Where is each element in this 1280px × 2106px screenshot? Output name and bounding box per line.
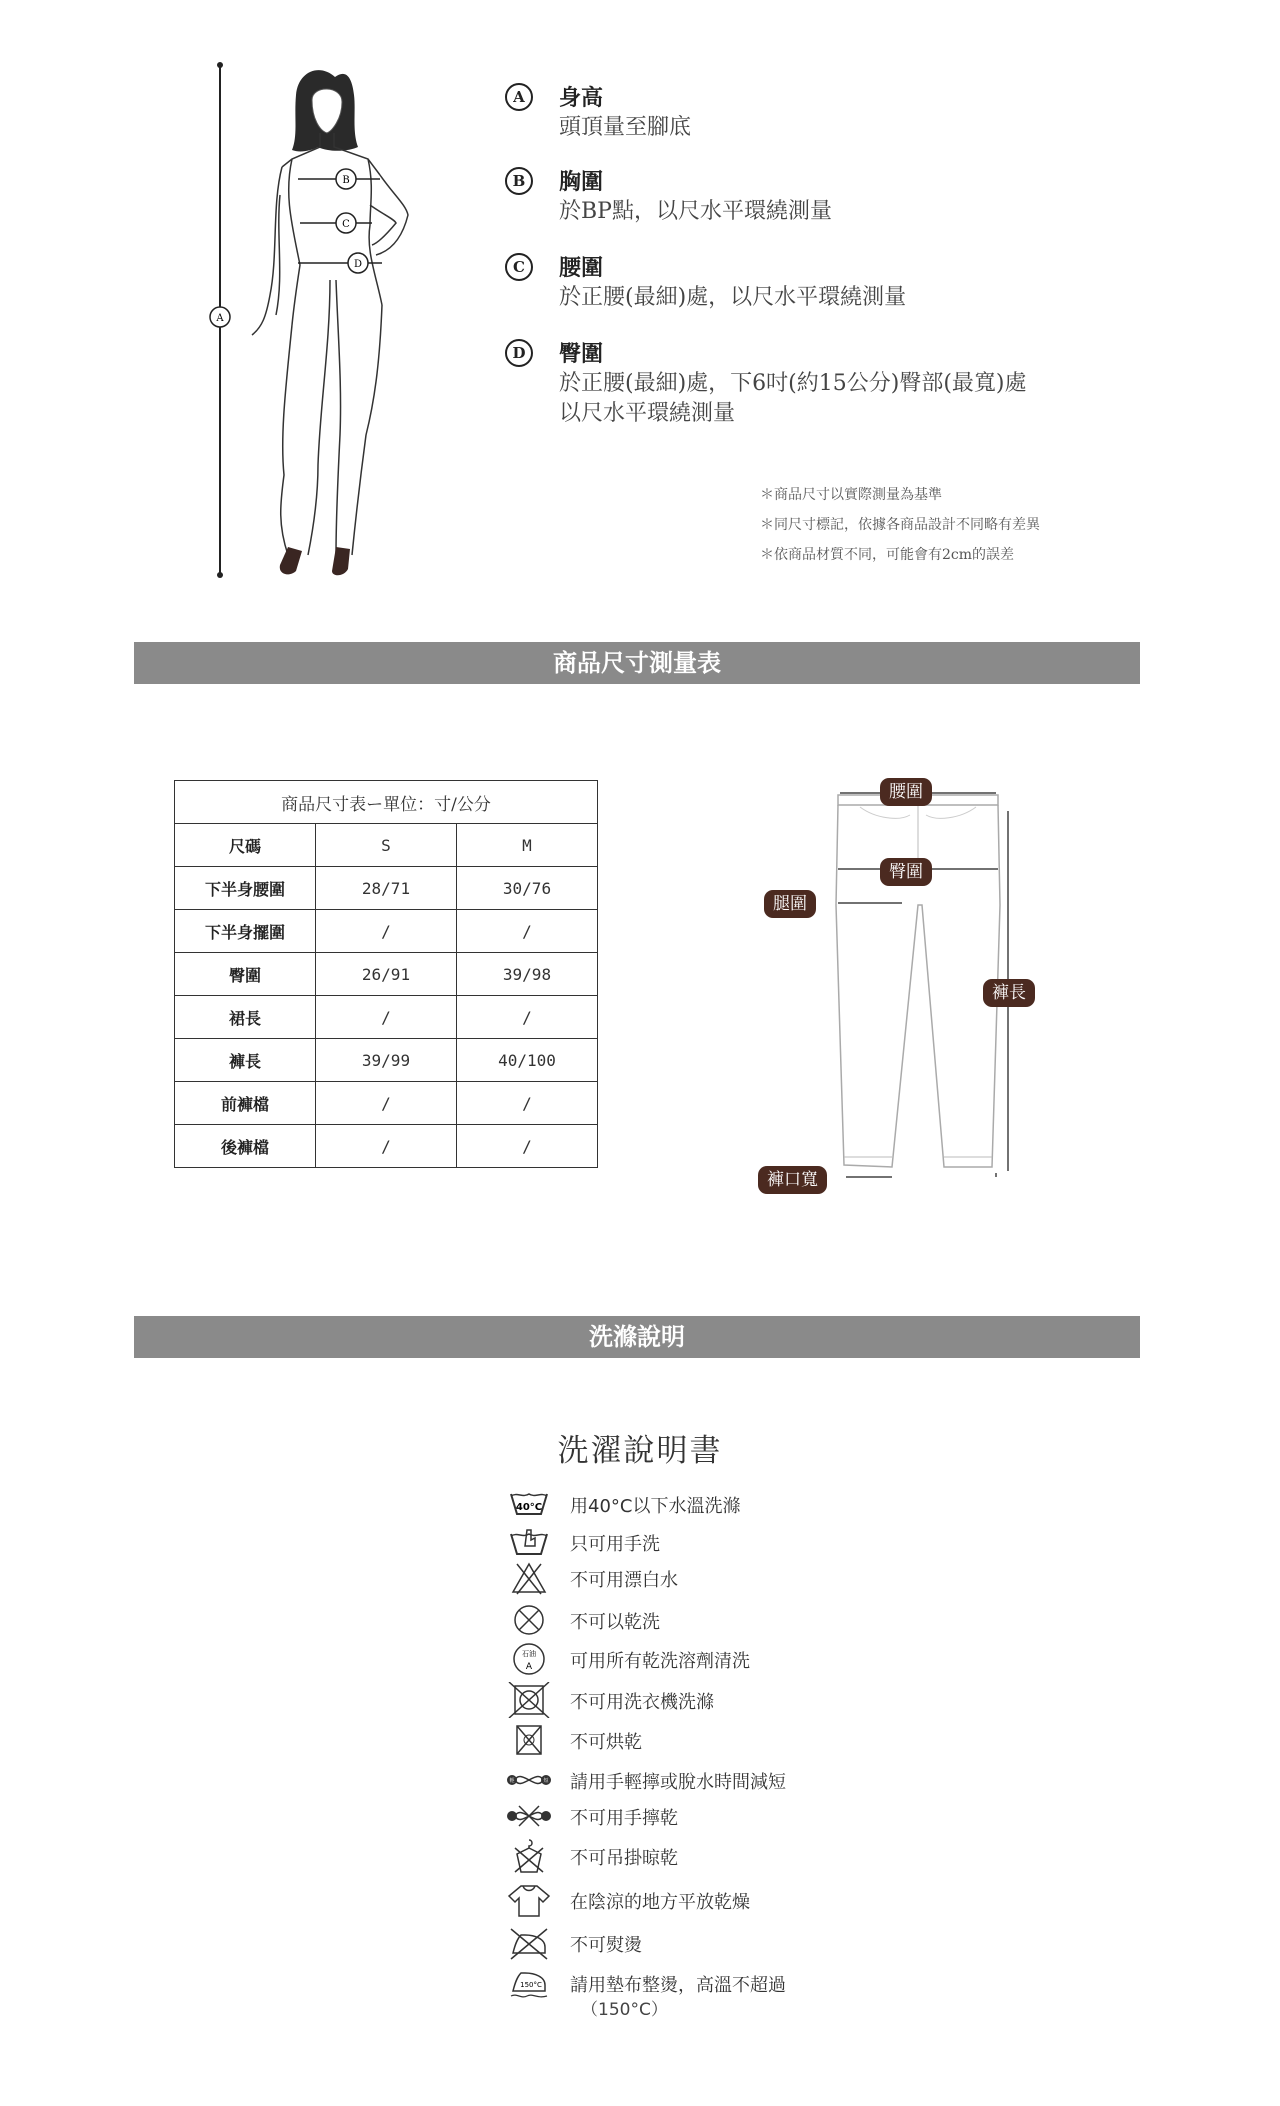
table-row [175,867,598,910]
table-cell: 褲長 [175,1039,316,1082]
no-wring-icon [505,1798,553,1834]
measurement-desc: 頭頂量至腳底 [559,115,692,140]
care-text: 可用所有乾洗溶劑清洗 [570,1651,750,1672]
table-cell: / [457,1082,598,1125]
table-cell: 39/99 [316,1039,457,1082]
wash-40-icon [505,1486,553,1522]
table-header-cell: M [457,824,598,867]
figure-label-b: B [342,175,350,186]
table-cell: / [457,910,598,953]
care-text: 不可用手擰乾 [570,1808,678,1829]
measurement-letter: D [505,339,533,367]
measurement-desc: 於正腰(最細)處，下6吋(約15公分)臀部(最寬)處 [559,371,1027,396]
wash-temp-label: 40°C [515,1502,543,1513]
care-text: 不可吊掛晾乾 [570,1848,678,1869]
body-figure [180,55,520,585]
table-cell: 下半身擺圍 [175,910,316,953]
pants-label-length: 褲長 [983,979,1035,1007]
note: ＊依商品材質不同，可能會有2cm的誤差 [760,547,1015,563]
table-cell: / [316,1082,457,1125]
care-text: 不可用漂白水 [570,1570,678,1591]
measurement-letter: C [505,253,533,281]
pants-label-hem: 褲口寬 [758,1166,827,1194]
table-cell: 裙長 [175,996,316,1039]
figure-label-d: D [353,259,363,270]
care-title: 洗濯說明書 [557,1433,723,1469]
pants-label-hip: 臀圍 [880,858,932,886]
no-tumble-dry-icon [505,1722,553,1758]
table-cell: / [316,996,457,1039]
table-cell: / [457,996,598,1039]
dry-flat-shade-icon [505,1882,553,1918]
measurement-title: 臀圍 [559,341,604,367]
care-text: 不可用洗衣機洗滌 [570,1692,714,1713]
table-cell: 臀圍 [175,953,316,996]
wring-left-label: 輕 [509,1778,515,1784]
table-row [175,996,598,1039]
table-cell: 40/100 [457,1039,598,1082]
measurement-title: 胸圍 [559,169,604,195]
solvent-top-label: 石油 [522,1650,536,1658]
measurement-title: 身高 [559,85,604,111]
table-cell: / [316,1125,457,1168]
table-header-row [175,824,598,867]
table-row [175,1082,598,1125]
care-text: 在陰涼的地方平放乾燥 [570,1892,750,1913]
table-cell: 30/76 [457,867,598,910]
section-header-size-chart: 商品尺寸測量表 [134,642,1140,684]
measurement-title: 腰圍 [559,255,604,281]
no-hang-dry-icon [505,1838,553,1874]
no-dry-clean-icon [505,1602,553,1638]
dry-clean-solvent-icon [505,1641,553,1677]
section-header-care: 洗滌說明 [134,1316,1140,1358]
figure-label-c: C [342,219,350,230]
care-text: 不可烘乾 [570,1732,642,1753]
solvent-letter-label: A [525,1662,533,1672]
care-text: 用40°C以下水溫洗滌 [570,1496,741,1517]
care-subtext: （150°C） [581,2000,668,2020]
care-text: 請用手輕擰或脫水時間減短 [570,1772,786,1793]
table-row [175,1039,598,1082]
table-header-cell: S [316,824,457,867]
size-table [174,780,598,1168]
table-cell: 後褲檔 [175,1125,316,1168]
measurement-desc: 於BP點，以尺水平環繞測量 [559,199,832,224]
table-cell: 26/91 [316,953,457,996]
pants-label-waist: 腰圍 [880,778,932,806]
wring-right-label: 短 [543,1778,549,1784]
no-iron-icon [505,1925,553,1961]
table-row [175,910,598,953]
size-table-caption: 商品尺寸表ー單位：寸/公分 [175,781,598,824]
measurement-desc: 以尺水平環繞測量 [559,401,736,426]
care-text: 不可以乾洗 [570,1612,660,1633]
table-cell: 前褲檔 [175,1082,316,1125]
care-text: 不可熨燙 [570,1935,642,1956]
table-header-cell: 尺碼 [175,824,316,867]
table-cell: 39/98 [457,953,598,996]
figure-label-a: A [216,313,224,324]
table-cell: 下半身腰圍 [175,867,316,910]
table-row [175,953,598,996]
gentle-wring-icon [505,1762,553,1798]
measurement-letter: B [505,167,533,195]
measurement-desc: 於正腰(最細)處，以尺水平環繞測量 [559,285,907,310]
hand-wash-icon [505,1524,553,1560]
note: ＊商品尺寸以實際測量為基準 [760,487,942,503]
care-text: 請用墊布整燙，高溫不超過 [570,1975,786,1996]
pants-label-thigh: 腿圍 [764,890,816,918]
care-text: 只可用手洗 [570,1534,660,1555]
no-machine-wash-icon [505,1682,553,1718]
table-cell: / [457,1125,598,1168]
measurement-letter: A [505,83,533,111]
iron-temp-label: 150°C [520,1981,542,1989]
table-row [175,1125,598,1168]
no-bleach-icon [505,1560,553,1596]
table-cell: / [316,910,457,953]
note: ＊同尺寸標記，依據各商品設計不同略有差異 [760,517,1040,533]
iron-150-icon [505,1965,553,2001]
table-cell: 28/71 [316,867,457,910]
